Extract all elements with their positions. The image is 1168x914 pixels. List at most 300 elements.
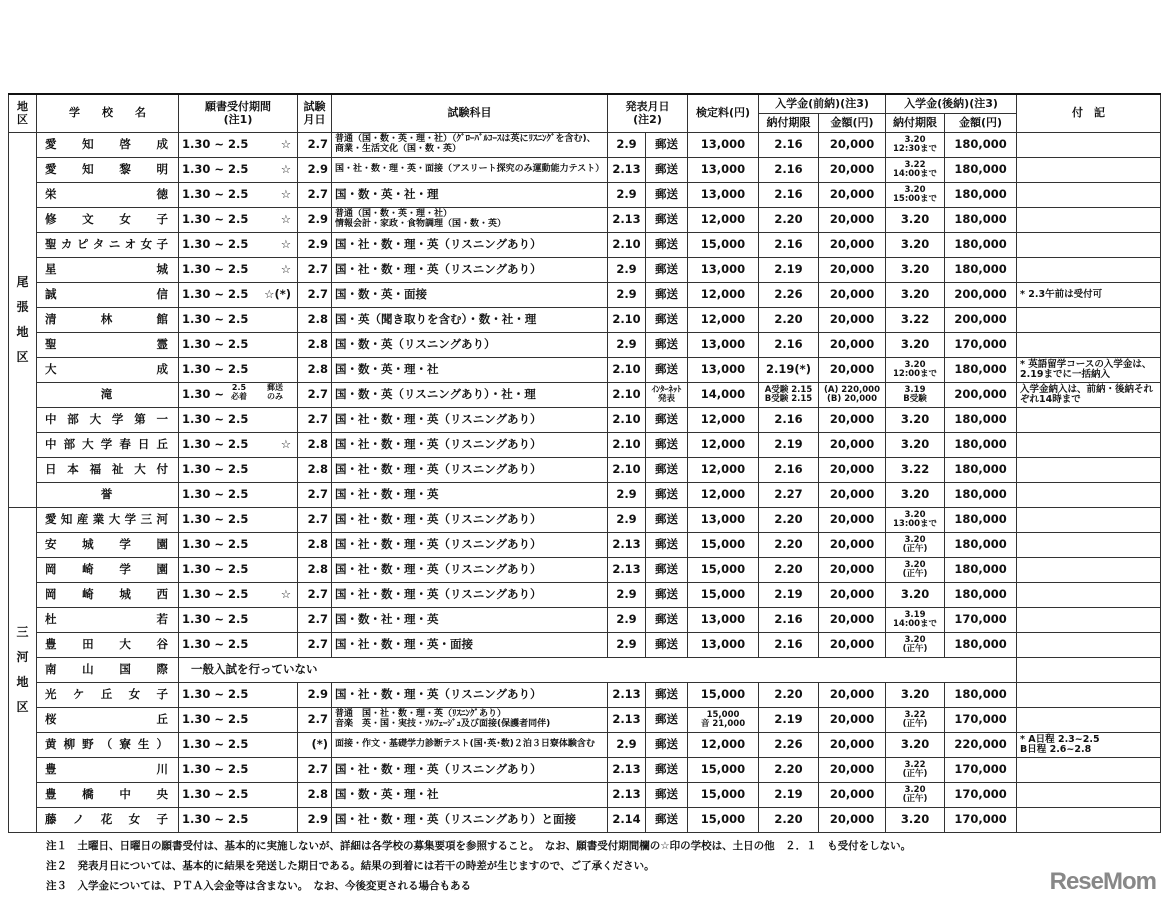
post-amount: 180,000: [945, 633, 1017, 658]
period-text: 1.30 ~ 2.5: [182, 162, 249, 177]
period-text: 1.30 ~ 2.5: [182, 462, 249, 477]
pre-amount: 20,000: [819, 133, 886, 158]
exam-fee: 15,000: [688, 583, 759, 608]
exam-date: 2.7: [298, 383, 332, 408]
result-method: 郵送: [646, 558, 688, 583]
pre-deadline: 2.16: [759, 158, 819, 183]
note-cell: [1017, 483, 1161, 508]
post-amount: 200,000: [945, 383, 1017, 408]
note-cell: [1017, 808, 1161, 833]
footnote-3: 注３ 入学金については、ＰＴＡ入会金等は含まない。 なお、今後変更される場合もある: [46, 880, 472, 892]
exam-fee: 13,000: [688, 183, 759, 208]
exam-date: 2.9: [298, 683, 332, 708]
post-deadline: 3.22: [886, 308, 945, 333]
application-period: [179, 358, 298, 383]
exam-subjects: 国・社・数・理・英（リスニングあり）: [332, 508, 608, 533]
application-period: [179, 633, 298, 658]
result-date: 2.9: [608, 633, 646, 658]
school-name: 中部大学春日丘: [37, 433, 179, 458]
table-row: [9, 683, 1161, 708]
header-post-payment: 入学金(後納)(注3): [886, 94, 1017, 114]
table-row: [9, 808, 1161, 833]
application-period: [179, 483, 298, 508]
post-amount: 170,000: [945, 708, 1017, 733]
period-text: 1.30 ~ 2.5: [182, 637, 249, 652]
school-name: 聖霊: [37, 333, 179, 358]
school-name: 豊田大谷: [37, 633, 179, 658]
result-date: 2.10: [608, 433, 646, 458]
header-school: 学 校 名: [37, 94, 179, 133]
result-method: 郵送: [646, 708, 688, 733]
note-cell: [1017, 658, 1161, 683]
note-cell: [1017, 308, 1161, 333]
pre-amount: 20,000: [819, 283, 886, 308]
result-date: 2.13: [608, 558, 646, 583]
exam-fee: 12,000: [688, 458, 759, 483]
post-amount: 180,000: [945, 458, 1017, 483]
header-subjects: 試験科目: [332, 94, 608, 133]
application-period: [179, 383, 298, 408]
exam-date: 2.8: [298, 308, 332, 333]
post-deadline: 3.20: [886, 683, 945, 708]
exam-subjects: 普通 国・社・数・理・英（ﾘｽﾆﾝｸﾞあり） 音楽 英・国・実技・ｿﾙﾌｪｰｼﾞｭ及び面接(保護者同伴): [332, 708, 608, 733]
application-period: [179, 308, 298, 333]
exam-subjects: 国・数・英・理・社: [332, 358, 608, 383]
exam-subjects: 国・社・数・理・英（リスニングあり）: [332, 258, 608, 283]
exam-subjects: 国・社・数・理・英（リスニングあり）: [332, 458, 608, 483]
exam-fee: 13,000: [688, 133, 759, 158]
school-name: 修文女子: [37, 208, 179, 233]
post-deadline: 3.20: [886, 583, 945, 608]
exam-subjects: 国・数・英・理・社: [332, 783, 608, 808]
exam-fee: 12,000: [688, 733, 759, 758]
table-row: [9, 308, 1161, 333]
period-text: 1.30 ~ 2.5: [182, 262, 249, 277]
exam-date: 2.9: [298, 233, 332, 258]
post-amount: 180,000: [945, 433, 1017, 458]
table-row: [9, 508, 1161, 533]
period-text: 1.30 ~ 2.5: [182, 512, 249, 527]
note-cell: [1017, 608, 1161, 633]
application-period: [179, 458, 298, 483]
note-cell: [1017, 708, 1161, 733]
pre-amount: 20,000: [819, 808, 886, 833]
result-date: 2.13: [608, 758, 646, 783]
result-method: 郵送: [646, 133, 688, 158]
application-period: [179, 183, 298, 208]
post-deadline: 3.22 (正午): [886, 708, 945, 733]
pre-amount: 20,000: [819, 758, 886, 783]
star-mark: ☆: [280, 212, 291, 226]
exam-date: 2.7: [298, 133, 332, 158]
exam-subjects: 国・社・数・理・英（リスニングあり）: [332, 683, 608, 708]
table-row: [9, 633, 1161, 658]
pre-deadline: 2.19: [759, 583, 819, 608]
pre-deadline: 2.27: [759, 483, 819, 508]
school-name: 豊橋中央: [37, 783, 179, 808]
table-body: [9, 133, 1161, 833]
pre-deadline: 2.20: [759, 808, 819, 833]
note-cell: [1017, 683, 1161, 708]
post-deadline: 3.20: [886, 408, 945, 433]
school-name: 光ケ丘女子: [37, 683, 179, 708]
note-cell: [1017, 333, 1161, 358]
pre-amount: 20,000: [819, 183, 886, 208]
school-name: 岡崎学園: [37, 558, 179, 583]
exam-fee: 15,000: [688, 758, 759, 783]
exam-fee: 15,000: [688, 233, 759, 258]
result-date: 2.10: [608, 358, 646, 383]
post-deadline: 3.20 12:00まで: [886, 358, 945, 383]
post-amount: 200,000: [945, 283, 1017, 308]
header-period: 願書受付期間 (注1): [179, 94, 298, 133]
exam-subjects: 国・社・数・理・英（リスニングあり）: [332, 558, 608, 583]
header-note: 付 記: [1017, 94, 1161, 133]
exam-date: 2.9: [298, 808, 332, 833]
post-amount: 180,000: [945, 258, 1017, 283]
result-date: 2.9: [608, 508, 646, 533]
school-name: 日本福祉大付: [37, 458, 179, 483]
school-name: 誠信: [37, 283, 179, 308]
result-method: 郵送: [646, 783, 688, 808]
application-period: [179, 208, 298, 233]
note-cell: [1017, 408, 1161, 433]
result-date: 2.9: [608, 258, 646, 283]
post-amount: 180,000: [945, 233, 1017, 258]
exam-fee: 15,000: [688, 783, 759, 808]
exam-subjects: 国・社・数・理・英（リスニングあり）: [332, 233, 608, 258]
exam-fee: 14,000: [688, 383, 759, 408]
pre-amount: 20,000: [819, 633, 886, 658]
pre-deadline: 2.19: [759, 258, 819, 283]
result-method: 郵送: [646, 758, 688, 783]
exam-subjects: 普通（国・数・英・理・社） 情報会計・家政・食物調理（国・数・英）: [332, 208, 608, 233]
post-amount: 180,000: [945, 133, 1017, 158]
note-cell: [1017, 583, 1161, 608]
pre-amount: 20,000: [819, 533, 886, 558]
table-row: [9, 583, 1161, 608]
application-period: [179, 708, 298, 733]
exam-fee: 13,000: [688, 258, 759, 283]
note-cell: * A日程 2.3~2.5 B日程 2.6~2.8: [1017, 733, 1161, 758]
footnote-1: 注１ 土曜日、日曜日の願書受付は、基本的に実施しないが、詳細は各学校の募集要項を参照すること。 なお、願書受付期間欄の☆印の学校は、土日の他 ２．１ も受付をしない。: [46, 840, 912, 852]
post-amount: 170,000: [945, 608, 1017, 633]
pre-deadline: 2.20: [759, 558, 819, 583]
post-amount: 180,000: [945, 558, 1017, 583]
pre-amount: 20,000: [819, 333, 886, 358]
pre-deadline: A受験 2.15 B受験 2.15: [759, 383, 819, 408]
note-cell: [1017, 208, 1161, 233]
pre-deadline: 2.16: [759, 458, 819, 483]
post-amount: 170,000: [945, 783, 1017, 808]
pre-amount: 20,000: [819, 308, 886, 333]
post-deadline: 3.20: [886, 333, 945, 358]
period-text: 1.30 ~ 2.5: [182, 612, 249, 627]
exam-subjects: 国・社・数・理・英（リスニングあり）: [332, 583, 608, 608]
exam-date: 2.9: [298, 158, 332, 183]
result-method: 郵送: [646, 183, 688, 208]
star-mark: ☆: [280, 237, 291, 251]
exam-date: 2.7: [298, 508, 332, 533]
table-row: [9, 283, 1161, 308]
pre-amount: 20,000: [819, 608, 886, 633]
note-cell: [1017, 458, 1161, 483]
exam-date: 2.7: [298, 608, 332, 633]
exam-date: 2.7: [298, 258, 332, 283]
pre-amount: 20,000: [819, 258, 886, 283]
pre-deadline: 2.16: [759, 608, 819, 633]
result-method: 郵送: [646, 633, 688, 658]
pre-deadline: 2.19: [759, 783, 819, 808]
mail-only-note: 郵送 のみ: [267, 383, 283, 401]
post-deadline: 3.20 12:30まで: [886, 133, 945, 158]
post-deadline: 3.20: [886, 258, 945, 283]
exam-date: 2.8: [298, 533, 332, 558]
school-name: 安城学園: [37, 533, 179, 558]
application-period: [179, 133, 298, 158]
table-row: [9, 408, 1161, 433]
result-date: 2.10: [608, 408, 646, 433]
pre-deadline: 2.19: [759, 708, 819, 733]
exam-subjects: 国・数・英・社・理: [332, 183, 608, 208]
exam-subjects: 国・社・数・理・英（リスニングあり）: [332, 758, 608, 783]
result-date: 2.13: [608, 533, 646, 558]
region-cell: 尾 張 地 区: [9, 133, 37, 508]
exam-date: 2.8: [298, 358, 332, 383]
result-date: 2.9: [608, 583, 646, 608]
table-row: [9, 608, 1161, 633]
exam-fee: 13,000: [688, 158, 759, 183]
result-method: 郵送: [646, 508, 688, 533]
exam-subjects: 国・数・英・面接: [332, 283, 608, 308]
result-date: 2.13: [608, 708, 646, 733]
school-name: 誉: [37, 483, 179, 508]
table-row: [9, 533, 1161, 558]
pre-deadline: 2.20: [759, 758, 819, 783]
table-row: [9, 258, 1161, 283]
result-method: 郵送: [646, 483, 688, 508]
exam-fee: 15,000 音 21,000: [688, 708, 759, 733]
school-name: 黄柳野（寮生）: [37, 733, 179, 758]
period-text: 1.30 ~ 2.5: [182, 337, 249, 352]
exam-fee: 13,000: [688, 633, 759, 658]
pre-deadline: 2.20: [759, 208, 819, 233]
school-name: 岡崎城西: [37, 583, 179, 608]
application-period: [179, 783, 298, 808]
result-method: 郵送: [646, 308, 688, 333]
note-cell: [1017, 433, 1161, 458]
exam-subjects: 国・社・数・理・英（リスニングあり）: [332, 433, 608, 458]
result-method: ｲﾝﾀｰﾈｯﾄ 発表: [646, 383, 688, 408]
post-amount: 180,000: [945, 583, 1017, 608]
application-period: [179, 408, 298, 433]
school-name: 聖カピタニオ女子: [37, 233, 179, 258]
note-cell: [1017, 558, 1161, 583]
school-name: 愛知啓成: [37, 133, 179, 158]
result-date: 2.10: [608, 308, 646, 333]
post-amount: 170,000: [945, 758, 1017, 783]
note-cell: [1017, 158, 1161, 183]
school-name: 清林館: [37, 308, 179, 333]
table-row: [9, 733, 1161, 758]
table-row: [9, 558, 1161, 583]
school-name: 南山国際: [37, 658, 179, 683]
star-mark: ☆: [280, 587, 291, 601]
application-period: [179, 233, 298, 258]
exam-fee: 13,000: [688, 608, 759, 633]
note-cell: 入学金納入は、前納・後納それぞれ14時まで: [1017, 383, 1161, 408]
school-name: 愛知黎明: [37, 158, 179, 183]
post-deadline: 3.20 (正午): [886, 533, 945, 558]
table-row: [9, 133, 1161, 158]
exam-fee: 13,000: [688, 358, 759, 383]
exam-subjects: 国・英（聞き取りを含む）・数・社・理: [332, 308, 608, 333]
header-region: 地 区: [9, 94, 37, 133]
application-period: [179, 683, 298, 708]
period-text: 1.30 ~ 2.5: [182, 212, 249, 227]
result-method: 郵送: [646, 358, 688, 383]
result-method: 郵送: [646, 208, 688, 233]
pre-amount: 20,000: [819, 558, 886, 583]
post-deadline: 3.20: [886, 733, 945, 758]
school-name: 豊川: [37, 758, 179, 783]
table-row: [9, 783, 1161, 808]
star-mark: ☆: [280, 162, 291, 176]
exam-subjects: 国・社・数・理・英（リスニングあり）: [332, 533, 608, 558]
pre-amount: (A) 220,000 (B) 20,000: [819, 383, 886, 408]
pre-deadline: 2.16: [759, 233, 819, 258]
pre-deadline: 2.19(*): [759, 358, 819, 383]
result-date: 2.13: [608, 783, 646, 808]
exam-fee: 12,000: [688, 483, 759, 508]
school-name: 桜丘: [37, 708, 179, 733]
result-method: 郵送: [646, 333, 688, 358]
exam-fee: 15,000: [688, 558, 759, 583]
exam-date: 2.9: [298, 208, 332, 233]
result-method: 郵送: [646, 408, 688, 433]
period-text: 1.30 ~ 2.5: [182, 812, 249, 827]
table-row: [9, 158, 1161, 183]
post-deadline: 3.20: [886, 808, 945, 833]
table-row: [9, 758, 1161, 783]
post-deadline: 3.22: [886, 458, 945, 483]
exam-date: 2.8: [298, 783, 332, 808]
note-cell: * 英語留学コースの入学金は、2.19までに一括納入: [1017, 358, 1161, 383]
period-text: 1.30 ~ 2.5: [182, 362, 249, 377]
exam-fee: 13,000: [688, 508, 759, 533]
post-amount: 180,000: [945, 483, 1017, 508]
note-cell: [1017, 533, 1161, 558]
result-date: 2.9: [608, 608, 646, 633]
result-date: 2.9: [608, 333, 646, 358]
result-method: 郵送: [646, 683, 688, 708]
pre-amount: 20,000: [819, 508, 886, 533]
pre-deadline: 2.20: [759, 683, 819, 708]
exam-fee: 12,000: [688, 308, 759, 333]
table-row: [9, 383, 1161, 408]
result-method: 郵送: [646, 258, 688, 283]
period-text: 1.30 ~ 2.5: [182, 137, 249, 152]
table-row: [9, 208, 1161, 233]
school-name: 大成: [37, 358, 179, 383]
post-deadline: 3.22 (正午): [886, 758, 945, 783]
pre-deadline: 2.16: [759, 133, 819, 158]
no-general-exam: 一般入試を行っていない: [179, 658, 1017, 683]
post-deadline: 3.20 13:00まで: [886, 508, 945, 533]
result-date: 2.9: [608, 483, 646, 508]
result-method: 郵送: [646, 583, 688, 608]
school-name: 滝: [37, 383, 179, 408]
exam-fee: 12,000: [688, 408, 759, 433]
result-date: 2.9: [608, 283, 646, 308]
result-method: 郵送: [646, 533, 688, 558]
result-date: 2.10: [608, 383, 646, 408]
exam-date: 2.7: [298, 758, 332, 783]
table-row: [9, 183, 1161, 208]
period-text: 1.30 ~ 2.5: [182, 237, 249, 252]
star-mark: ☆: [280, 137, 291, 151]
pre-amount: 20,000: [819, 708, 886, 733]
pre-amount: 20,000: [819, 433, 886, 458]
resemom-logo: ReseMom: [1049, 868, 1156, 895]
exam-fee: 15,000: [688, 808, 759, 833]
post-amount: 180,000: [945, 508, 1017, 533]
star-mark: ☆: [280, 262, 291, 276]
post-deadline: 3.20 15:00まで: [886, 183, 945, 208]
star-mark: ☆: [280, 187, 291, 201]
result-method: 郵送: [646, 158, 688, 183]
post-amount: 180,000: [945, 408, 1017, 433]
header-result: 発表月日 (注2): [608, 94, 688, 133]
application-period: [179, 508, 298, 533]
result-date: 2.13: [608, 158, 646, 183]
period-text: 1.30 ~ 2.5: [182, 437, 249, 452]
post-deadline: 3.20: [886, 433, 945, 458]
post-amount: 170,000: [945, 333, 1017, 358]
note-cell: [1017, 508, 1161, 533]
exam-subjects: 面接・作文・基礎学力診断テスト(国･英･数)２泊３日寮体験含む: [332, 733, 608, 758]
post-amount: 200,000: [945, 308, 1017, 333]
exam-fee: 12,000: [688, 283, 759, 308]
post-amount: 180,000: [945, 533, 1017, 558]
table-row: [9, 708, 1161, 733]
header-post-amount: 金額(円): [945, 114, 1017, 133]
pre-deadline: 2.20: [759, 533, 819, 558]
note-cell: [1017, 258, 1161, 283]
result-date: 2.14: [608, 808, 646, 833]
post-deadline: 3.20 (正午): [886, 558, 945, 583]
school-name: 愛知産業大学三河: [37, 508, 179, 533]
pre-deadline: 2.16: [759, 183, 819, 208]
post-deadline: 3.22 14:00まで: [886, 158, 945, 183]
post-deadline: 3.20: [886, 283, 945, 308]
period-text: 1.30 ~ 2.5: [182, 537, 249, 552]
result-date: 2.10: [608, 458, 646, 483]
table-row: [9, 458, 1161, 483]
result-method: 郵送: [646, 433, 688, 458]
post-amount: 180,000: [945, 158, 1017, 183]
footnote-2: 注２ 発表月日については、基本的に結果を発送した期日である。結果の到着には若干の時差が生じますので、ご了承ください。: [46, 860, 655, 872]
result-method: 郵送: [646, 283, 688, 308]
result-method: 郵送: [646, 233, 688, 258]
exam-date: 2.8: [298, 458, 332, 483]
exam-subjects: 普通（国・数・英・理・社）（ｸﾞﾛｰﾊﾞﾙｺｰｽは英にﾘｽﾆﾝｸﾞを含む)、商業・生活文化（国・数・英）: [332, 133, 608, 158]
table-row: [9, 483, 1161, 508]
result-date: 2.13: [608, 208, 646, 233]
period-text: 1.30 ~ 2.5: [182, 587, 249, 602]
pre-deadline: 2.26: [759, 733, 819, 758]
exam-date: 2.7: [298, 708, 332, 733]
